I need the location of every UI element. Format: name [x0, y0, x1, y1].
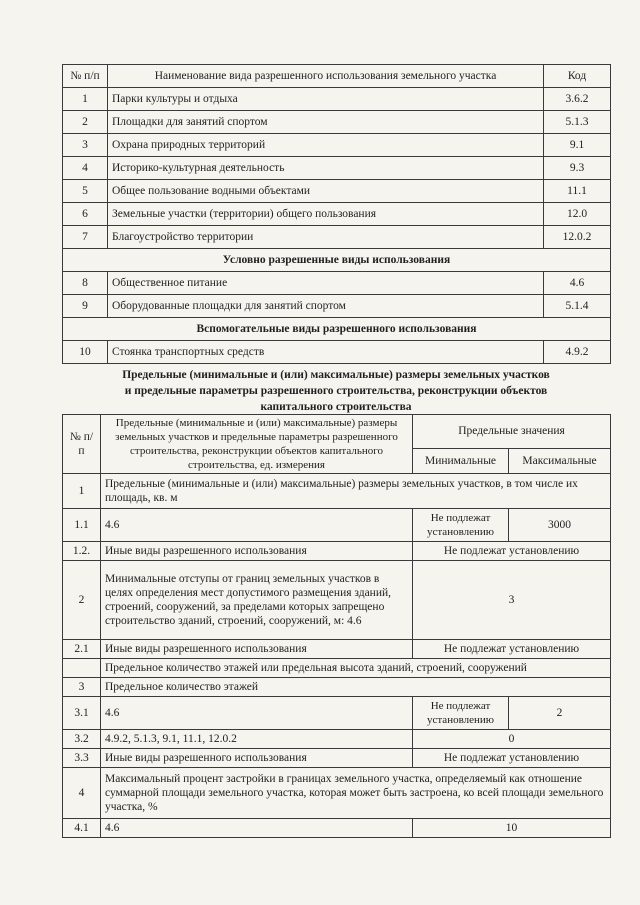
table-row [63, 509, 611, 542]
table-row [63, 134, 611, 157]
table-row [63, 659, 611, 678]
table-row [63, 542, 611, 561]
row-text: 4.9.2, 5.1.3, 9.1, 11.1, 12.0.2 [101, 730, 413, 749]
row-name: Охрана природных территорий [108, 134, 544, 157]
limits-heading [60, 367, 612, 415]
table-row [63, 295, 611, 318]
header-min: Минимальные [413, 448, 509, 473]
row-text: Иные виды разрешенного использования [101, 542, 413, 561]
table-row [63, 640, 611, 659]
row-num: 3 [63, 678, 101, 697]
heading-line: капитального строительства [260, 401, 412, 413]
row-num: 2 [63, 111, 108, 134]
row-max: 3000 [509, 509, 611, 542]
table-header-row [63, 415, 611, 449]
row-num: 2.1 [63, 640, 101, 659]
row-num: 6 [63, 203, 108, 226]
row-text: Иные виды разрешенного использования [101, 749, 413, 768]
table-header-row [63, 65, 611, 88]
row-name: Благоустройство территории [108, 226, 544, 249]
row-num: 1.2. [63, 542, 101, 561]
row-value: Не подлежат установлению [413, 640, 611, 659]
row-num: 2 [63, 561, 101, 640]
row-num: 1 [63, 88, 108, 111]
row-value: 0 [413, 730, 611, 749]
row-text: Предельное количество этажей [101, 678, 611, 697]
row-text: 4.6 [101, 697, 413, 730]
row-max: 2 [509, 697, 611, 730]
row-num: 1 [63, 474, 101, 509]
row-name: Парки культуры и отдыха [108, 88, 544, 111]
row-num: 4 [63, 768, 101, 819]
row-num: 8 [63, 272, 108, 295]
table-row [63, 272, 611, 295]
row-text: 4.6 [101, 509, 413, 542]
permitted-use-table [62, 64, 611, 364]
row-value: 3 [413, 561, 611, 640]
row-text: Иные виды разрешенного использования [101, 640, 413, 659]
row-num: 3.1 [63, 697, 101, 730]
row-name: Общественное питание [108, 272, 544, 295]
row-code: 5.1.3 [544, 111, 611, 134]
row-text: Предельные (минимальные и (или) максимальные) размеры земельных участков, в том числе их площадь, кв. м [101, 474, 611, 509]
row-num: 4.1 [63, 819, 101, 838]
table-row [63, 678, 611, 697]
table-row [63, 341, 611, 364]
header-num: № п/п [63, 415, 101, 474]
table-row [63, 819, 611, 838]
row-min: Не подлежат установлению [413, 697, 509, 730]
table-row [63, 730, 611, 749]
heading-line: Предельные (минимальные и (или) максимальные) размеры земельных участков [122, 369, 550, 381]
row-code: 12.0 [544, 203, 611, 226]
heading-line: и предельные параметры разрешенного строительства, реконструкции объектов [124, 385, 548, 397]
row-num: 10 [63, 341, 108, 364]
row-name: Оборудованные площадки для занятий спортом [108, 295, 544, 318]
row-num-empty [63, 659, 101, 678]
table-row [63, 203, 611, 226]
row-name: Площадки для занятий спортом [108, 111, 544, 134]
row-name: Общее пользование водными объектами [108, 180, 544, 203]
row-code: 11.1 [544, 180, 611, 203]
row-name: Историко-культурная деятельность [108, 157, 544, 180]
header-param: Предельные (минимальные и (или) максимальные) размеры земельных участков и предельные параметры разрешенного строительства, реконструкции объектов капитального строительства, ед. измерения [101, 415, 413, 474]
table-row [63, 749, 611, 768]
table-row [63, 474, 611, 509]
row-min: Не подлежат установлению [413, 509, 509, 542]
row-num: 4 [63, 157, 108, 180]
row-value: Не подлежат установлению [413, 542, 611, 561]
row-value: Не подлежат установлению [413, 749, 611, 768]
row-text: Минимальные отступы от границ земельных участков в целях определения мест допустимого размещения зданий, строений, сооружений, за пределами которых запрещено строительство зданий, строений, сооружений, м: 4.6 [101, 561, 413, 640]
row-text: Максимальный процент застройки в границах земельного участка, определяемый как отношение суммарной площади земельного участка, которая может быть застроена, ко всей площади земельного участка, % [101, 768, 611, 819]
row-name: Земельные участки (территории) общего пользования [108, 203, 544, 226]
row-code: 3.6.2 [544, 88, 611, 111]
table-row [63, 157, 611, 180]
header-name: Наименование вида разрешенного использования земельного участка [108, 65, 544, 88]
row-code: 9.3 [544, 157, 611, 180]
table-row [63, 111, 611, 134]
row-text: 4.6 [101, 819, 413, 838]
row-num: 3.2 [63, 730, 101, 749]
row-num: 3 [63, 134, 108, 157]
floors-section-title: Предельное количество этажей или предельная высота зданий, строений, сооружений [101, 659, 611, 678]
table-row [63, 697, 611, 730]
header-limits: Предельные значения [413, 415, 611, 449]
row-code: 4.9.2 [544, 341, 611, 364]
limits-table [62, 414, 611, 838]
table-row [63, 226, 611, 249]
auxiliary-uses-title: Вспомогательные виды разрешенного использования [63, 318, 611, 341]
table-row [63, 561, 611, 640]
section-title-row [63, 318, 611, 341]
row-code: 5.1.4 [544, 295, 611, 318]
row-code: 12.0.2 [544, 226, 611, 249]
row-num: 3.3 [63, 749, 101, 768]
header-max: Максимальные [509, 448, 611, 473]
table-row [63, 768, 611, 819]
row-code: 9.1 [544, 134, 611, 157]
section-title-row [63, 249, 611, 272]
row-num: 5 [63, 180, 108, 203]
row-num: 1.1 [63, 509, 101, 542]
table-row [63, 88, 611, 111]
header-code: Код [544, 65, 611, 88]
row-num: 7 [63, 226, 108, 249]
row-code: 4.6 [544, 272, 611, 295]
header-num: № п/п [63, 65, 108, 88]
row-num: 9 [63, 295, 108, 318]
row-value: 10 [413, 819, 611, 838]
table-row [63, 180, 611, 203]
conditional-uses-title: Условно разрешенные виды использования [63, 249, 611, 272]
row-name: Стоянка транспортных средств [108, 341, 544, 364]
